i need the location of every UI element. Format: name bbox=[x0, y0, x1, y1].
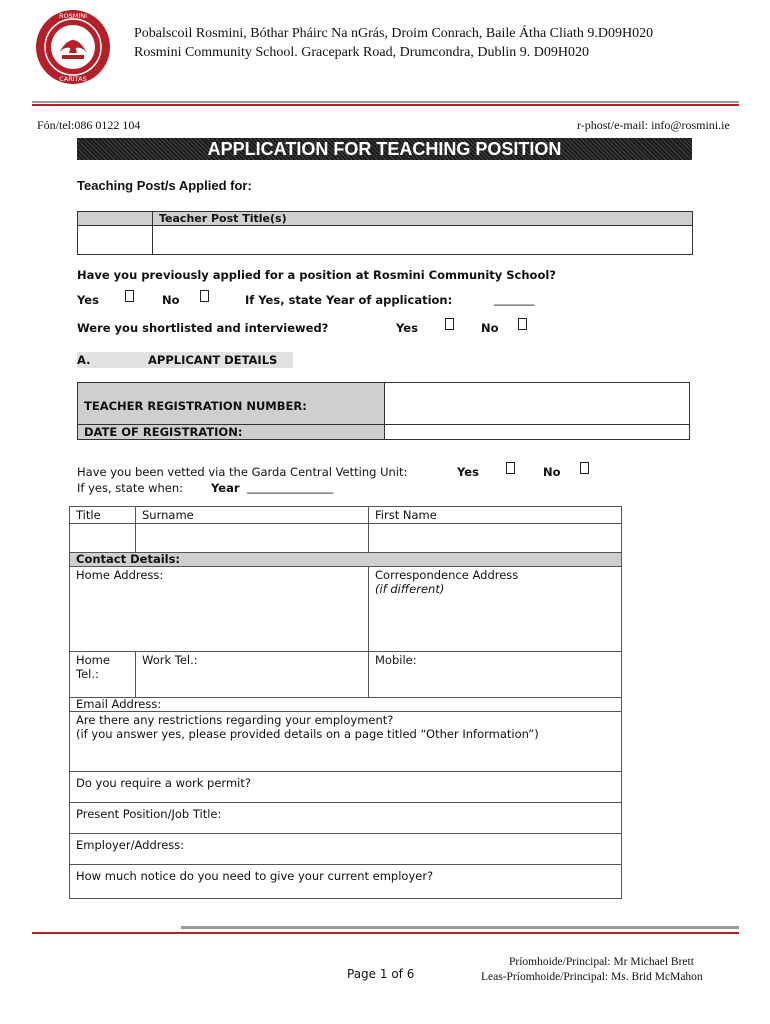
header-english: Rosmini Community School. Gracepark Road, Drumcondra, Dublin 9. D09H020 bbox=[134, 45, 589, 60]
section-a-letter: A. bbox=[77, 353, 91, 367]
contact-details-heading: Contact Details: bbox=[70, 553, 622, 567]
work-permit-field[interactable] bbox=[70, 772, 622, 803]
vetting-when-label: If yes, state when: bbox=[77, 481, 183, 495]
reg-number-label: TEACHER REGISTRATION NUMBER: bbox=[78, 383, 385, 425]
previous-no-label: No bbox=[162, 293, 180, 307]
previous-answer-row bbox=[77, 293, 99, 307]
seal-text-bottom: CARITAS bbox=[59, 75, 87, 83]
header-rule-gray bbox=[32, 101, 739, 103]
shortlist-yes-checkbox[interactable] bbox=[445, 318, 454, 330]
surname-label: Surname bbox=[136, 507, 369, 524]
title-label: Title bbox=[70, 507, 136, 524]
vetting-yes-checkbox[interactable] bbox=[506, 462, 515, 474]
vetting-no-label: No bbox=[543, 465, 561, 479]
shortlist-yes-label: Yes bbox=[396, 321, 418, 335]
seal-text-top: ROSMINI bbox=[58, 12, 88, 20]
restrictions-label: Are there any restrictions regarding your employment? bbox=[76, 713, 394, 727]
post-title-table bbox=[77, 211, 693, 255]
page-title-text: APPLICATION FOR TEACHING POSITION bbox=[207, 139, 562, 159]
title-field[interactable] bbox=[70, 524, 136, 553]
previous-question: Have you previously applied for a position at Rosmini Community School? bbox=[77, 268, 556, 282]
employer-label: Employer/Address: bbox=[76, 838, 185, 852]
shortlist-no-checkbox[interactable] bbox=[518, 318, 527, 330]
vetting-year-label: Year bbox=[211, 481, 240, 495]
reg-number-field[interactable] bbox=[385, 383, 690, 425]
page-title bbox=[77, 138, 692, 160]
position-field[interactable] bbox=[70, 803, 622, 834]
restrictions-note: (if you answer yes, please provided details on a page titled “Other Information”) bbox=[76, 727, 539, 741]
mobile-field[interactable] bbox=[369, 652, 622, 698]
home-tel-field[interactable] bbox=[70, 652, 136, 698]
vetting-year-field[interactable]: _______________ bbox=[247, 480, 334, 494]
post-title-cell[interactable] bbox=[153, 226, 693, 255]
posts-label: Teaching Post/s Applied for: bbox=[77, 178, 252, 193]
work-tel-label: Work Tel.: bbox=[142, 653, 198, 667]
restrictions-field[interactable] bbox=[70, 712, 622, 772]
work-tel-field[interactable] bbox=[136, 652, 369, 698]
email-label: Email Address: bbox=[76, 697, 162, 711]
notice-field[interactable] bbox=[70, 865, 622, 899]
deputy-principal-name: Leas-Príomhoide/Principal: Ms. Brid McMahon bbox=[481, 971, 703, 983]
vetting-no-checkbox[interactable] bbox=[580, 462, 589, 474]
principal-name: Príomhoide/Principal: Mr Michael Brett bbox=[509, 956, 694, 968]
footer-rule-red bbox=[32, 932, 739, 934]
corr-address-label: Correspondence Address bbox=[375, 568, 519, 582]
mobile-label: Mobile: bbox=[375, 653, 417, 667]
school-seal bbox=[35, 9, 111, 85]
section-a-title: APPLICANT DETAILS bbox=[148, 353, 278, 367]
header-rule-red bbox=[32, 104, 739, 106]
header-irish: Pobalscoil Rosmini, Bóthar Pháirc Na nGrás, Droim Conrach, Baile Átha Cliath 9.D09H020 bbox=[134, 26, 654, 41]
post-number-cell[interactable] bbox=[78, 226, 153, 255]
shortlist-no-label: No bbox=[481, 321, 499, 335]
previous-yes-checkbox[interactable] bbox=[125, 290, 134, 302]
shortlist-question: Were you shortlisted and interviewed? bbox=[77, 321, 329, 335]
work-permit-label: Do you require a work permit? bbox=[76, 776, 251, 790]
vetting-yes-label: Yes bbox=[457, 465, 479, 479]
corr-address-field[interactable] bbox=[369, 567, 622, 652]
reg-date-label: DATE OF REGISTRATION: bbox=[78, 425, 385, 440]
section-a-heading bbox=[77, 352, 293, 368]
home-tel-label: Home Tel.: bbox=[76, 653, 110, 681]
applicant-form bbox=[69, 506, 622, 899]
vetting-question: Have you been vetted via the Garda Central Vetting Unit: bbox=[77, 465, 408, 479]
position-label: Present Position/Job Title: bbox=[76, 807, 222, 821]
employer-field[interactable] bbox=[70, 834, 622, 865]
home-address-label: Home Address: bbox=[76, 568, 164, 582]
year-of-application-label: If Yes, state Year of application: bbox=[245, 293, 453, 307]
surname-field[interactable] bbox=[136, 524, 369, 553]
post-title-header: Teacher Post Title(s) bbox=[153, 212, 693, 226]
corr-address-note: (if different) bbox=[375, 582, 445, 596]
previous-no-checkbox[interactable] bbox=[200, 290, 209, 302]
post-title-header-blank bbox=[78, 212, 153, 226]
first-name-field[interactable] bbox=[369, 524, 622, 553]
first-name-label: First Name bbox=[369, 507, 622, 524]
notice-label: How much notice do you need to give your current employer? bbox=[76, 869, 434, 883]
previous-yes-label: Yes bbox=[77, 293, 99, 307]
email-address: r-phost/e-mail: info@rosmini.ie bbox=[577, 118, 730, 132]
reg-date-field[interactable] bbox=[385, 425, 690, 440]
home-address-field[interactable] bbox=[70, 567, 369, 652]
registration-table bbox=[77, 382, 690, 440]
email-field[interactable] bbox=[70, 698, 622, 712]
phone-number: Fón/tel:086 0122 104 bbox=[37, 118, 141, 132]
year-of-application-field[interactable]: _______ bbox=[494, 292, 535, 306]
page-number: Page 1 of 6 bbox=[347, 967, 415, 981]
footer-rule-gray bbox=[181, 926, 739, 929]
